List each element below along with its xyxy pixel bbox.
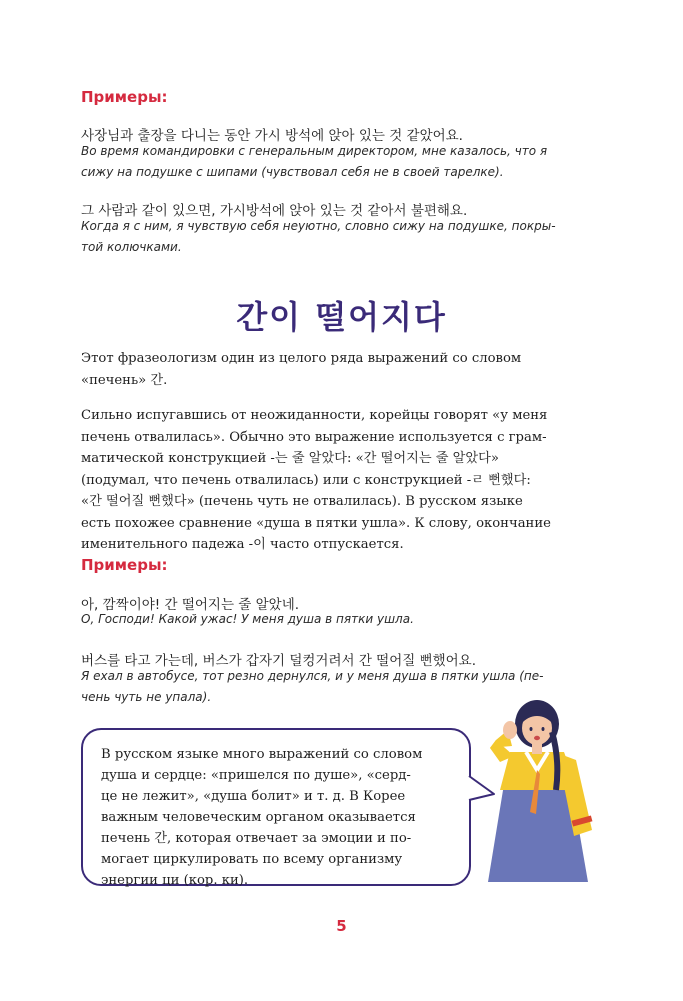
example-translation xyxy=(81,216,601,258)
bubble-line: печень 간, которая отвечает за эмоции и по- xyxy=(101,831,412,846)
example-translation xyxy=(81,141,601,183)
paragraph-line: печень отвалилась». Обычно это выражение используется с грам- xyxy=(81,429,547,445)
speech-bubble xyxy=(81,728,471,886)
translation-line: Я ехал в автобусе, тот резно дернулся, и у меня душа в пятки ушла (пе- xyxy=(81,669,544,683)
example-korean: 아, 깜짝이야! 간 떨어지는 줄 알았네. xyxy=(81,597,300,613)
translation-line: чень чуть не упала). xyxy=(81,690,212,704)
translation-line: Во время командировки с генеральным директором, мне казалось, что я xyxy=(81,144,548,158)
paragraph-line: «간 떨어질 뻔했다» (печень чуть не отвалилась). В русском языке xyxy=(81,494,523,509)
paragraph-explanation xyxy=(81,405,601,556)
examples-label: Примеры: xyxy=(81,88,168,106)
example-korean: 버스를 타고 가는데, 버스가 갑자기 덜컹거려서 간 떨어질 뻔했어요. xyxy=(81,653,477,669)
girl-in-hanbok-illustration xyxy=(460,690,620,890)
paragraph-line: именительного падежа -이 часто отпускается. xyxy=(81,537,404,552)
bubble-line: могает циркулировать по всему организму xyxy=(101,852,403,867)
section-heading: 간이 떨어지다 xyxy=(236,298,447,336)
examples-label: Примеры: xyxy=(81,556,168,574)
bubble-line: душа и сердце: «пришелся по душе», «серд- xyxy=(101,768,411,783)
paragraph-line: матической конструкцией -는 줄 알았다: «간 떨어지는 줄 알았다» xyxy=(81,451,499,466)
paragraph-line: Этот фразеологизм один из целого ряда выражений со словом xyxy=(81,351,522,366)
paragraph-intro xyxy=(81,348,601,391)
page-number: 5 xyxy=(336,917,347,935)
example-korean: 그 사람과 같이 있으면, 가시방석에 앉아 있는 것 같아서 불편해요. xyxy=(81,203,468,219)
translation-line: О, Господи! Какой ужас! У меня душа в пятки ушла. xyxy=(81,612,414,626)
example-translation xyxy=(81,609,601,630)
translation-line: Когда я с ним, я чувствую себя неуютно, словно сижу на подушке, покры- xyxy=(81,219,556,233)
bubble-line: важным человеческим органом оказывается xyxy=(101,810,416,825)
paragraph-line: есть похожее сравнение «душа в пятки ушла». К слову, окончание xyxy=(81,515,551,531)
paragraph-line: «печень» 간. xyxy=(81,372,168,388)
bubble-line: це не лежит», «душа болит» и т. д. В Корее xyxy=(101,789,406,804)
paragraph-line: Сильно испугавшись от неожиданности, корейцы говорят «у меня xyxy=(81,408,548,423)
paragraph-line: (подумал, что печень отвалилась) или с конструкцией -ㄹ 뻔했다: xyxy=(81,472,531,488)
bubble-text xyxy=(101,744,453,891)
bubble-line: энергии ци (кор. ки). xyxy=(101,873,249,888)
bubble-line: В русском языке много выражений со словом xyxy=(101,747,423,762)
example-korean: 사장님과 출장을 다니는 동안 가시 방석에 앉아 있는 것 같았어요. xyxy=(81,128,463,144)
translation-line: сижу на подушке с шипами (чувствовал себя не в своей тарелке). xyxy=(81,165,504,179)
translation-line: той колючками. xyxy=(81,240,182,254)
